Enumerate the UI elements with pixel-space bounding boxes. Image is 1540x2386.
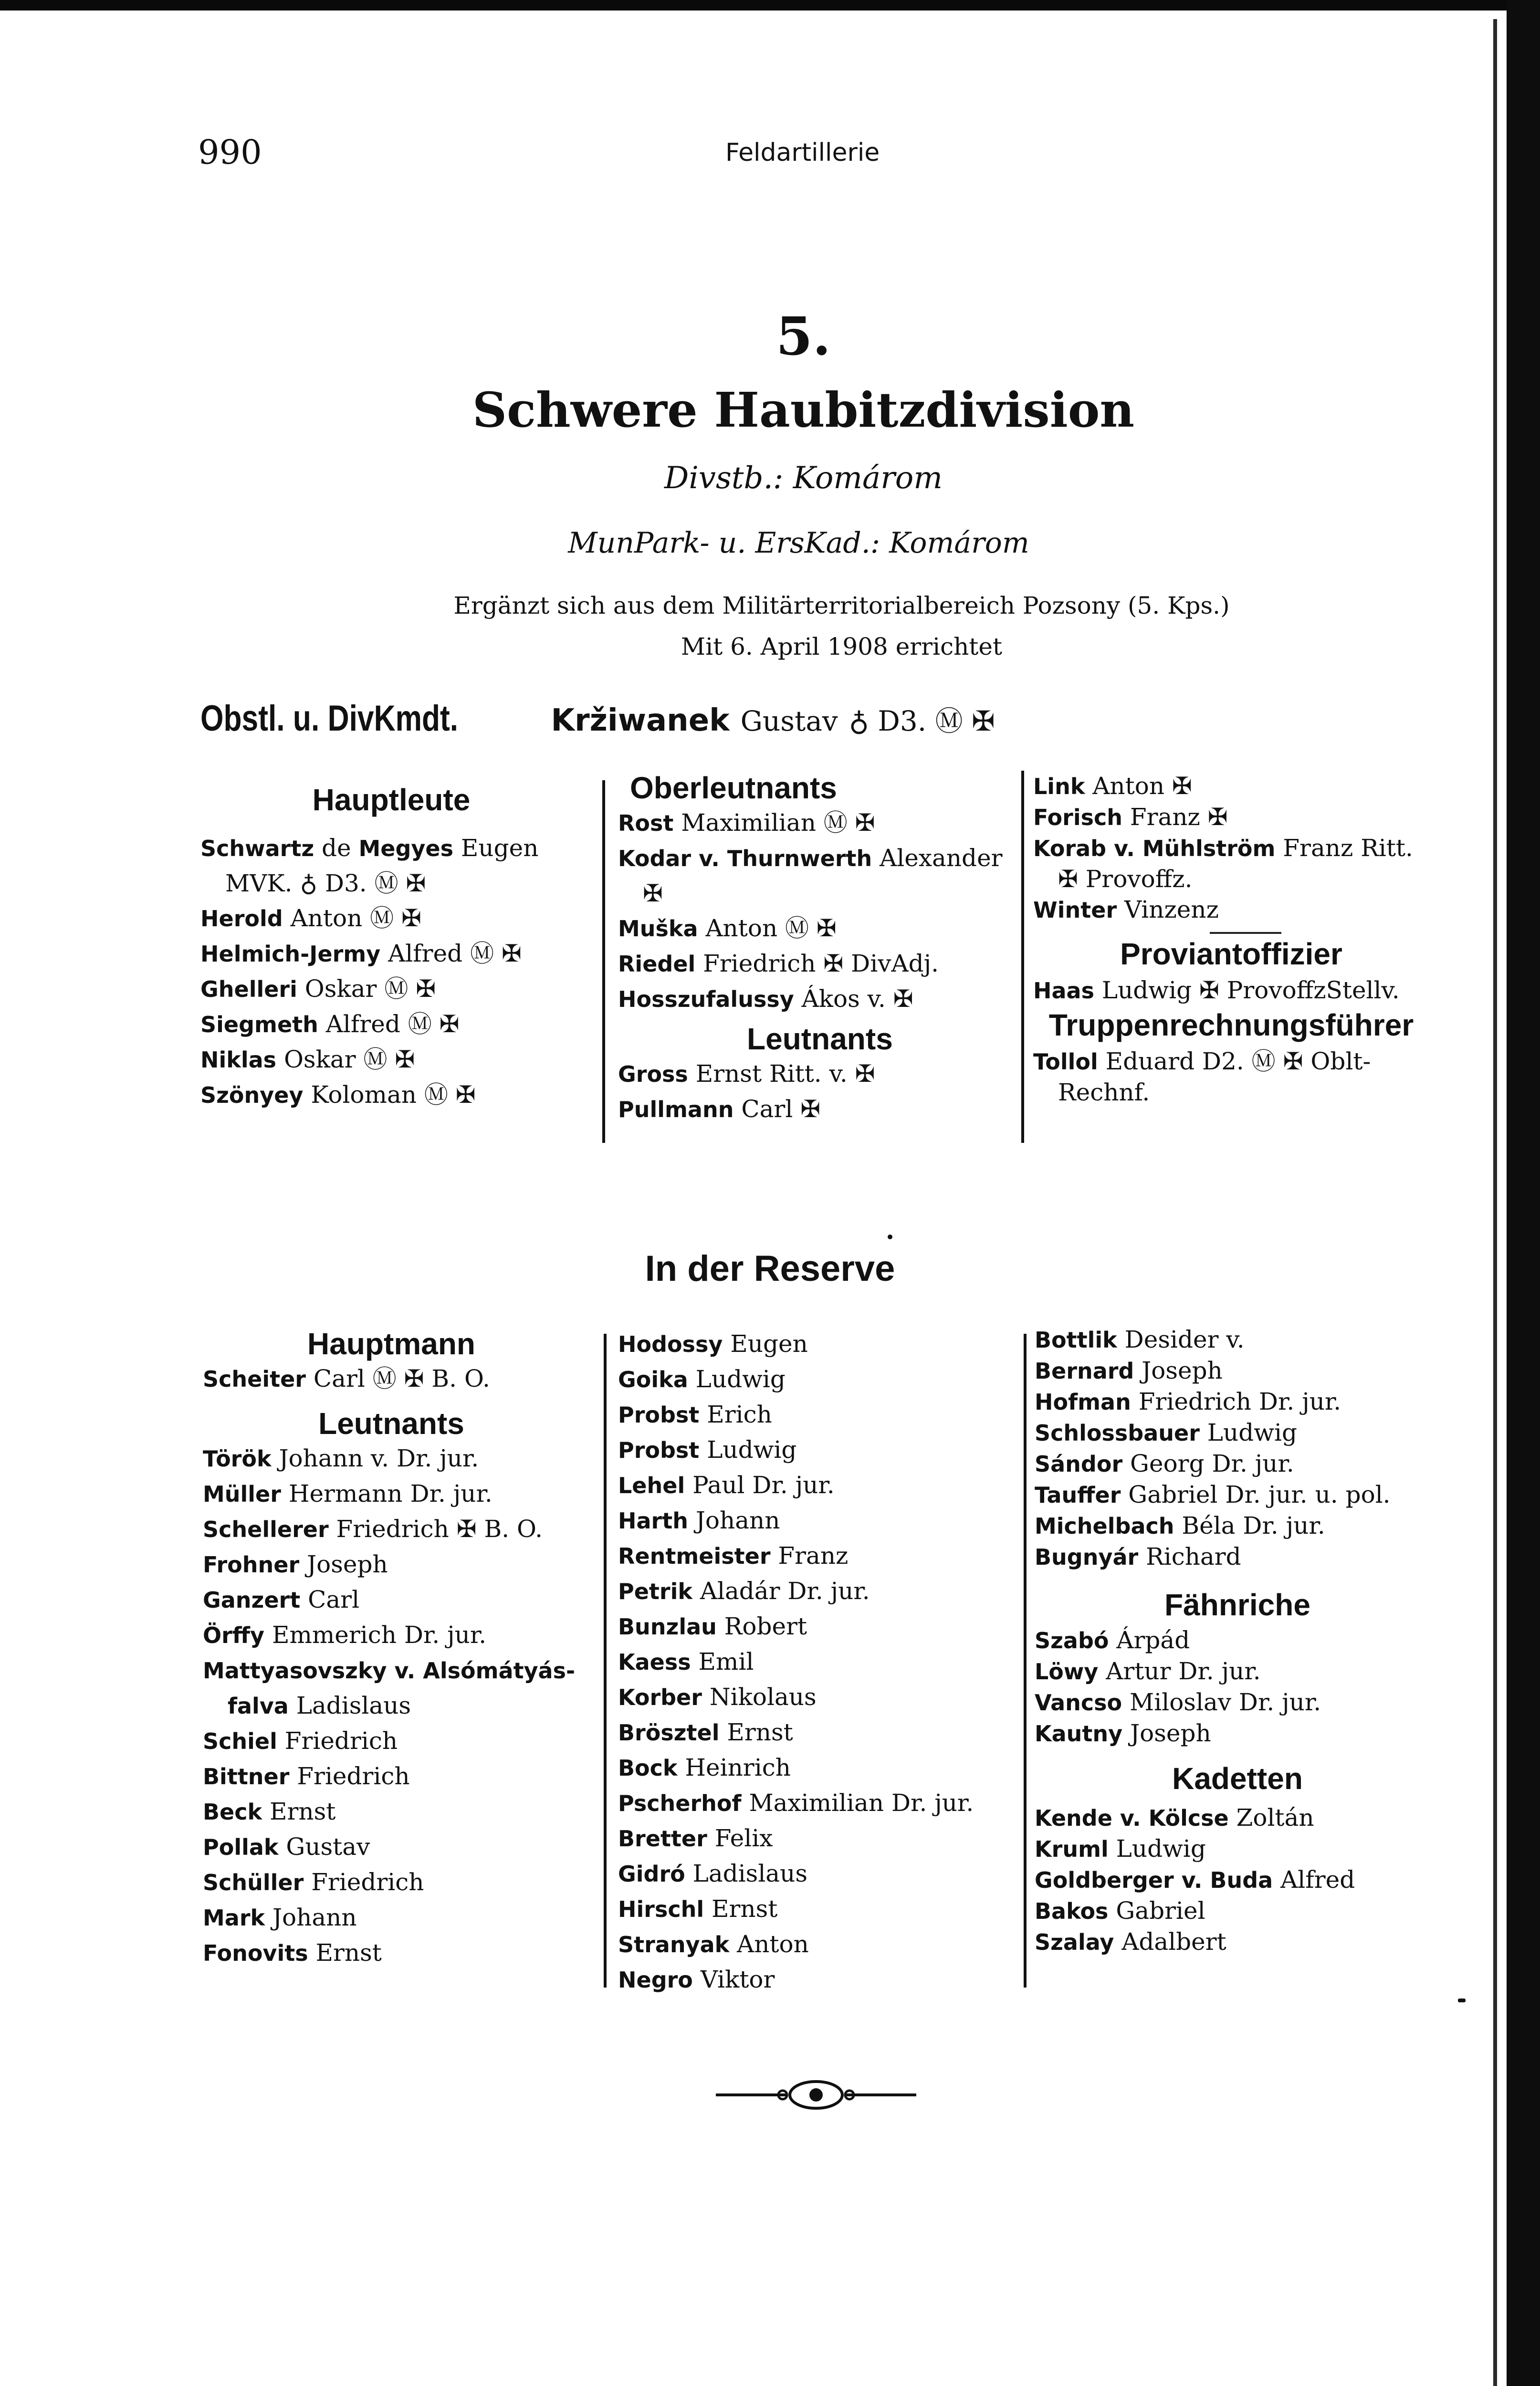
roster-entry	[200, 1078, 582, 1113]
entry-details: Alfred	[1273, 1866, 1355, 1894]
reserve-hauptmann-list	[203, 1361, 599, 1397]
entry-details: Árpád	[1109, 1626, 1190, 1654]
roster-entry	[1035, 1656, 1455, 1687]
roster-entry	[200, 901, 582, 936]
entry-surname: Stranyak	[618, 1932, 730, 1957]
leutnants-list	[618, 1057, 1024, 1127]
entry-details: Alexander	[872, 844, 1003, 872]
reserve-first-column	[203, 1327, 599, 1971]
entry-details: Felix	[707, 1824, 773, 1852]
entry-details: Anton	[729, 1930, 809, 1958]
column-divider	[1021, 771, 1024, 1143]
roster-entry	[1035, 1926, 1455, 1957]
entry-surname: Niklas	[200, 1047, 277, 1073]
hauptleute-list	[200, 831, 582, 1113]
entry-surname: Sándor	[1035, 1451, 1123, 1477]
roster-entry	[203, 1936, 599, 1971]
roster-entry	[1035, 1802, 1455, 1833]
entry-details: Friedrich Dr. jur.	[1131, 1388, 1341, 1415]
roster-entry	[618, 1892, 1019, 1927]
entry-details: Emil	[691, 1648, 754, 1675]
entry-details: Ludwig	[688, 1365, 786, 1393]
entry-surname: Tauffer	[1035, 1482, 1121, 1508]
entry-surname: Harth	[618, 1508, 688, 1534]
entry-surname: Lehel	[618, 1473, 685, 1498]
reserve-hauptmann-heading: Hauptmann	[307, 1327, 475, 1361]
roster-entry	[1035, 1625, 1455, 1656]
entry-details: Ladislaus	[685, 1860, 807, 1887]
entry-details: Joseph	[1122, 1719, 1211, 1747]
entry-details: Maximilian Dr. jur.	[741, 1789, 974, 1817]
commander-line	[200, 698, 995, 739]
entry-surname: Michelbach	[1035, 1513, 1174, 1539]
roster-entry	[618, 1538, 1019, 1574]
entry-surname: Schlossbauer	[1035, 1420, 1200, 1446]
entry-details: Viktor	[692, 1966, 775, 1993]
entry-details: Eugen	[453, 834, 539, 862]
entry-details: Miloslav Dr. jur.	[1122, 1688, 1321, 1716]
roster-entry	[1035, 1479, 1455, 1510]
entry-details: Ludwig	[1108, 1835, 1206, 1863]
roster-entry	[1035, 1541, 1455, 1572]
entry-details: Ernst Ritt. v. ✠	[688, 1060, 875, 1088]
entry-surname: Szönyey	[200, 1082, 304, 1108]
entry-details: Aladár Dr. jur.	[692, 1577, 870, 1605]
entry-details: Alfred Ⓜ ✠	[318, 1010, 460, 1038]
entry-details: Richard	[1138, 1543, 1241, 1570]
roster-entry	[1035, 1355, 1455, 1386]
entry-surname: Kautny	[1035, 1721, 1123, 1747]
entry-surname: Haas	[1033, 978, 1094, 1004]
entry-surname: Pullmann	[618, 1097, 734, 1122]
roster-entry	[618, 1644, 1019, 1680]
entry-surname: Ghelleri	[200, 976, 297, 1002]
recruitment-note: Ergänzt sich aus dem Militärterritorialbereich Pozsony (5. Kps.)	[453, 592, 1230, 619]
entry-details: Desider v.	[1117, 1326, 1245, 1353]
entry-surname: Bittner	[203, 1764, 290, 1790]
roster-entry	[203, 1830, 599, 1865]
entry-details: Franz Ritt.	[1275, 834, 1413, 862]
roster-entry	[618, 1821, 1019, 1856]
closing-ornament	[716, 2076, 916, 2114]
entry-details: Anton Ⓜ ✠	[283, 904, 421, 932]
entry-details: Emmerich Dr. jur.	[264, 1621, 487, 1649]
roster-entry	[1033, 864, 1448, 894]
entry-details: Franz	[770, 1542, 849, 1570]
entry-details: Ludwig	[1199, 1419, 1297, 1446]
scan-page-edge	[1493, 19, 1497, 2386]
entry-details: Eduard D2. Ⓜ ✠ Oblt-	[1098, 1047, 1371, 1075]
third-column	[1033, 771, 1448, 1108]
entry-surname: Vancso	[1035, 1690, 1122, 1716]
entry-surname: Petrik	[618, 1579, 692, 1604]
entry-details: Friedrich ✠ B. O.	[328, 1515, 543, 1543]
roster-entry	[618, 1856, 1019, 1892]
entry-details: Carl	[300, 1586, 360, 1613]
page-number: 990	[198, 133, 262, 172]
ink-speck	[1458, 1999, 1466, 2002]
roster-entry	[203, 1653, 599, 1688]
roster-entry	[618, 1962, 1019, 1998]
entry-surname: Mattyasovszky v. Alsómátyás-	[203, 1658, 576, 1684]
entry-details: Ákos v. ✠	[794, 985, 913, 1013]
entry-surname: Bock	[618, 1755, 678, 1781]
entry-surname: Negro	[618, 1967, 693, 1993]
entry-surname: Goldberger v. Buda	[1035, 1867, 1273, 1893]
entry-surname: Pollak	[203, 1834, 279, 1860]
entry-surname: Siegmeth	[200, 1012, 318, 1037]
hauptleute-heading: Hauptleute	[312, 783, 471, 817]
roster-entry	[200, 1042, 582, 1078]
roster-entry	[1035, 1833, 1455, 1864]
entry-surname: Kaess	[618, 1649, 691, 1675]
roster-entry	[618, 1927, 1019, 1962]
roster-entry	[203, 1582, 599, 1618]
entry-surname: Helmich-Jermy	[200, 941, 381, 967]
roster-entry	[618, 1397, 1019, 1433]
entry-surname: Mark	[203, 1905, 265, 1931]
roster-entry	[618, 876, 1024, 911]
roster-entry	[203, 1618, 599, 1653]
roster-entry	[618, 1433, 1019, 1468]
entry-surname: Goika	[618, 1367, 688, 1392]
roster-entry	[618, 946, 1024, 982]
entry-surname: Bretter	[618, 1826, 707, 1852]
entry-surname: Török	[203, 1446, 272, 1472]
munpark-garrison: MunPark- u. ErsKad.: Komárom	[568, 526, 1029, 560]
roster-entry	[203, 1476, 599, 1512]
entry-surname: Kodar v. Thurnwerth	[618, 846, 872, 871]
entry-surname: Bugnyár	[1035, 1544, 1139, 1570]
roster-entry	[203, 1900, 599, 1936]
entry-surname: Bakos	[1035, 1898, 1109, 1924]
establishment-note: Mit 6. April 1908 errichtet	[681, 633, 1003, 660]
entry-details: ✠	[643, 879, 663, 907]
entry-surname: Schellerer	[203, 1517, 329, 1542]
entry-details: Adalbert	[1114, 1928, 1226, 1956]
entry-details: Franz ✠	[1122, 803, 1228, 831]
entry-details: Joseph	[1134, 1357, 1223, 1384]
roster-entry	[1033, 894, 1448, 925]
entry-surname: Schiel	[203, 1728, 277, 1754]
entry-details: Hermann Dr. jur.	[281, 1480, 492, 1507]
entry-surname: Rost	[618, 810, 674, 836]
reserve-leutnants-list	[203, 1441, 599, 1971]
roster-entry	[203, 1865, 599, 1900]
entry-details: Anton ✠	[1085, 772, 1192, 800]
entry-details: Johann	[688, 1507, 780, 1534]
reserve-second-column	[618, 1327, 1019, 1998]
entry-surname: Probst	[618, 1402, 700, 1428]
entry-surname: Bunzlau	[618, 1614, 717, 1640]
division-garrison: Divstb.: Komárom	[664, 460, 943, 496]
roster-entry	[203, 1724, 599, 1759]
entry-details: Friedrich	[289, 1762, 410, 1790]
kadetten-heading: Kadetten	[1172, 1761, 1303, 1796]
entry-details: Robert	[716, 1612, 807, 1640]
roster-entry	[618, 1609, 1019, 1644]
entry-details: Joseph	[299, 1550, 388, 1578]
entry-details: Friedrich	[277, 1727, 398, 1755]
roster-entry	[1035, 1417, 1455, 1448]
column-divider	[602, 780, 605, 1143]
roster-entry	[1035, 1687, 1455, 1718]
entry-surname: Kruml	[1035, 1836, 1109, 1862]
entry-surname: Korber	[618, 1685, 702, 1710]
entry-details: Rechnf.	[1058, 1078, 1150, 1106]
entry-surname: Bottlik	[1035, 1327, 1117, 1353]
entry-surname: Fonovits	[203, 1940, 308, 1966]
entry-details: Alfred Ⓜ ✠	[380, 940, 522, 967]
roster-entry	[200, 936, 582, 972]
kadetten-list	[1035, 1802, 1455, 1957]
entry-details: Heinrich	[677, 1754, 791, 1781]
entry-surname: Ganzert	[203, 1587, 301, 1613]
entry-surname: Szabó	[1035, 1628, 1109, 1653]
entry-surname: Winter	[1033, 897, 1117, 923]
entry-surname: Probst	[618, 1437, 700, 1463]
roster-entry	[618, 1786, 1019, 1821]
entry-details: Vinzenz	[1117, 896, 1219, 923]
entry-surname: Schwartz	[200, 836, 314, 861]
scan-border-top	[0, 0, 1540, 10]
roster-entry	[618, 1715, 1019, 1750]
reserve-heading: In der Reserve	[645, 1248, 895, 1289]
entry-surname: Link	[1033, 774, 1085, 799]
entry-details: Ernst	[704, 1895, 778, 1923]
entry-surname: Riedel	[618, 951, 696, 977]
entry-surname: Hosszufalussy	[618, 986, 794, 1012]
roster-entry	[203, 1361, 599, 1397]
roster-entry	[618, 1574, 1019, 1609]
roster-entry	[618, 841, 1024, 876]
commander-surname: Kržiwanek	[551, 703, 730, 738]
entry-surname: falva	[228, 1693, 289, 1719]
entry-details: Paul Dr. jur.	[685, 1471, 835, 1499]
entry-surname: Scheiter	[203, 1366, 306, 1392]
reserve-third-column	[1035, 1324, 1455, 1957]
oberleutnants-heading: Oberleutnants	[630, 771, 837, 805]
entry-surname: Örffy	[203, 1622, 265, 1648]
leutnants-heading: Leutnants	[747, 1022, 893, 1056]
entry-details: Carl ✠	[733, 1095, 821, 1123]
roster-entry	[1035, 1510, 1455, 1541]
entry-surname: Gross	[618, 1061, 688, 1087]
entry-details: Eugen	[723, 1330, 808, 1358]
roster-entry	[1033, 802, 1448, 833]
entry-details: Ludwig ✠ ProvoffzStellv.	[1094, 976, 1400, 1004]
entry-details: Oskar Ⓜ ✠	[297, 975, 436, 1003]
roster-entry	[203, 1512, 599, 1547]
roster-entry	[618, 1680, 1019, 1715]
entry-surname: Hofman	[1035, 1389, 1131, 1415]
entry-surname: Herold	[200, 906, 283, 931]
fahnriche-heading: Fähnriche	[1164, 1588, 1310, 1622]
entry-details: Johann v. Dr. jur.	[271, 1444, 479, 1472]
entry-details: Artur Dr. jur.	[1098, 1657, 1261, 1685]
roster-entry	[618, 1327, 1019, 1362]
oberleutnants-column	[618, 771, 1024, 1127]
roster-entry	[1035, 1718, 1455, 1749]
roster-entry	[618, 1092, 1024, 1127]
entry-surname: Brösztel	[618, 1720, 720, 1746]
entry-details: Johann	[265, 1904, 357, 1931]
roster-entry	[1033, 771, 1448, 802]
entry-details: Nikolaus	[702, 1683, 817, 1711]
roster-entry	[1033, 833, 1448, 864]
roster-entry	[1033, 1077, 1448, 1108]
roster-entry	[1035, 1895, 1455, 1926]
entry-details: Oskar Ⓜ ✠	[276, 1046, 415, 1073]
entry-details: Ernst	[308, 1939, 382, 1967]
entry-surname: Löwy	[1035, 1659, 1099, 1685]
entry-surname: Hirschl	[618, 1896, 704, 1922]
proviant-heading: Proviantoffizier	[1120, 937, 1342, 971]
reserve-leutnants-heading: Leutnants	[318, 1406, 464, 1441]
entry-details: Béla Dr. jur.	[1174, 1512, 1325, 1539]
entry-surname: Korab v. Mühlström	[1033, 836, 1276, 861]
roster-entry	[203, 1441, 599, 1476]
entry-surname: Beck	[203, 1799, 262, 1825]
third-column-list	[1033, 771, 1448, 925]
roster-entry	[1035, 1324, 1455, 1355]
roster-entry	[618, 1057, 1024, 1092]
entry-details: Ernst	[262, 1798, 336, 1825]
reserve-second-list	[618, 1327, 1019, 1998]
column-divider	[1024, 1334, 1027, 1988]
commander-given-name: Gustav	[740, 705, 838, 737]
entry-details: Georg Dr. jur.	[1122, 1450, 1294, 1477]
entry-details: Koloman Ⓜ ✠	[303, 1081, 476, 1109]
entry-details: Gustav	[278, 1833, 370, 1861]
truppen-heading: Truppenrechnungsführer	[1048, 1008, 1414, 1042]
entry-details: Ludwig	[699, 1436, 797, 1464]
roster-entry	[203, 1547, 599, 1582]
entry-surname: Tollol	[1033, 1049, 1098, 1075]
entry-surname: Frohner	[203, 1552, 300, 1578]
running-head: Feldartillerie	[725, 138, 880, 167]
roster-entry	[618, 1468, 1019, 1503]
roster-entry	[200, 866, 582, 901]
roster-entry	[200, 1007, 582, 1042]
roster-entry	[618, 1362, 1019, 1397]
division-title: Schwere Haubitzdivision	[472, 382, 1135, 438]
roster-entry	[618, 806, 1024, 841]
entry-details: Friedrich ✠ DivAdj.	[695, 950, 939, 977]
proviant-list	[1033, 975, 1448, 1006]
roster-entry	[200, 831, 582, 866]
entry-surname: Rentmeister	[618, 1543, 771, 1569]
entry-surname: Müller	[203, 1481, 281, 1507]
entry-surname: Pscherhof	[618, 1790, 742, 1816]
entry-surname: Kende v. Kölcse	[1035, 1805, 1229, 1831]
entry-surname: Hodossy	[618, 1331, 723, 1357]
entry-surname: Muška	[618, 916, 698, 942]
entry-details: Anton Ⓜ ✠	[698, 914, 837, 942]
roster-entry	[618, 982, 1024, 1017]
roster-entry	[200, 972, 582, 1007]
entry-details: Gabriel Dr. jur. u. pol.	[1121, 1481, 1391, 1508]
oberleutnants-list	[618, 806, 1024, 1017]
entry-surname: Gidró	[618, 1861, 685, 1887]
roster-entry	[1033, 1046, 1448, 1077]
entry-surname: Schüller	[203, 1870, 304, 1895]
entry-details: Ladislaus	[288, 1692, 411, 1719]
commander-title: Obstl. u. DivKmdt.	[200, 698, 459, 739]
roster-entry	[1035, 1448, 1455, 1479]
column-divider	[604, 1334, 607, 1988]
entry-details: Gabriel	[1108, 1897, 1205, 1925]
entry-details: ✠ Provoffz.	[1058, 865, 1193, 893]
roster-entry	[618, 911, 1024, 946]
entry-details: Erich	[699, 1401, 772, 1428]
roster-entry	[618, 1503, 1019, 1538]
reserve-third-list	[1035, 1324, 1455, 1572]
entry-details: Friedrich	[304, 1868, 424, 1896]
commander-decorations: ♁ D3. Ⓜ ✠	[849, 705, 995, 737]
entry-details: Carl Ⓜ ✠ B. O.	[305, 1365, 490, 1392]
hauptleute-column	[200, 783, 582, 1113]
entry-details: Maximilian Ⓜ ✠	[673, 809, 875, 837]
entry-surname: Forisch	[1033, 805, 1123, 830]
entry-details: Zoltán	[1228, 1804, 1314, 1831]
entry-details: Ernst	[719, 1718, 793, 1746]
entry-surname: Szalay	[1035, 1929, 1114, 1955]
roster-entry	[618, 1750, 1019, 1786]
fahnriche-list	[1035, 1625, 1455, 1749]
roster-entry	[1035, 1864, 1455, 1895]
truppen-list	[1033, 1046, 1448, 1108]
roster-entry	[1035, 1386, 1455, 1417]
roster-entry	[203, 1794, 599, 1830]
roster-entry	[203, 1688, 599, 1724]
division-number: 5.	[776, 305, 831, 367]
entry-surname: Megyes	[358, 836, 453, 861]
entry-details: MVK. ♁ D3. Ⓜ ✠	[225, 869, 426, 897]
roster-entry	[1033, 975, 1448, 1006]
entry-details: de	[314, 834, 359, 862]
entry-surname: Bernard	[1035, 1358, 1134, 1384]
section-rule	[1210, 932, 1281, 934]
roster-entry	[203, 1759, 599, 1794]
ink-speck	[888, 1235, 892, 1239]
